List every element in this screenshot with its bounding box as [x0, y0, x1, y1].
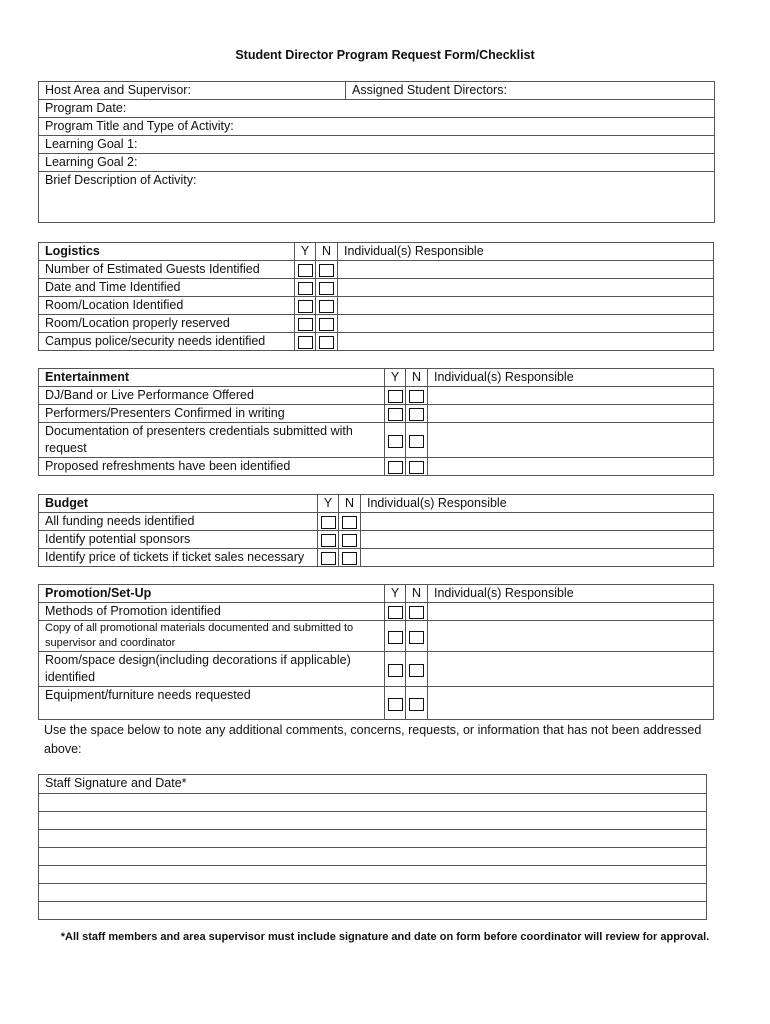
yes-checkbox[interactable]: [388, 631, 403, 644]
promotion-item: Copy of all promotional materials documented and submitted to supervisor and coordinator: [39, 621, 385, 652]
entertainment-heading: Entertainment: [39, 369, 385, 387]
no-checkbox[interactable]: [409, 606, 424, 619]
responsible-field[interactable]: [428, 458, 714, 476]
responsible-field[interactable]: [428, 603, 714, 621]
no-header: N: [339, 495, 361, 513]
responsible-field[interactable]: [338, 261, 714, 279]
signature-line[interactable]: [39, 848, 707, 866]
yes-checkbox[interactable]: [298, 336, 313, 349]
signature-line[interactable]: [39, 884, 707, 902]
promotion-item: Room/space design(including decorations if applicable) identified: [39, 652, 385, 687]
budget-item: All funding needs identified: [39, 513, 318, 531]
no-checkbox[interactable]: [409, 408, 424, 421]
footer-note: *All staff members and area supervisor must include signature and date on form before coordinator will review for approval.: [60, 931, 710, 943]
no-checkbox[interactable]: [409, 698, 424, 711]
program-info-table: [38, 81, 715, 223]
entertainment-item: Proposed refreshments have been identified: [39, 458, 385, 476]
yes-checkbox[interactable]: [388, 390, 403, 403]
entertainment-item: Documentation of presenters credentials submitted with request: [39, 423, 385, 458]
no-checkbox[interactable]: [342, 516, 357, 529]
responsible-field[interactable]: [338, 333, 714, 351]
learning-goal-1-field[interactable]: Learning Goal 1:: [39, 136, 715, 154]
yes-checkbox[interactable]: [298, 300, 313, 313]
responsible-field[interactable]: [428, 387, 714, 405]
logistics-table: [38, 242, 714, 351]
yes-checkbox[interactable]: [321, 534, 336, 547]
signature-line[interactable]: [39, 902, 707, 920]
yes-checkbox[interactable]: [388, 435, 403, 448]
signature-line[interactable]: [39, 812, 707, 830]
promotion-heading: Promotion/Set-Up: [39, 585, 385, 603]
responsible-field[interactable]: [428, 423, 714, 458]
no-checkbox[interactable]: [319, 264, 334, 277]
no-checkbox[interactable]: [319, 282, 334, 295]
no-checkbox[interactable]: [409, 664, 424, 677]
signature-line[interactable]: [39, 794, 707, 812]
form-title: Student Director Program Request Form/Checklist: [235, 48, 535, 62]
yes-header: Y: [385, 585, 406, 603]
host-area-field[interactable]: Host Area and Supervisor:: [39, 82, 346, 100]
learning-goal-2-field[interactable]: Learning Goal 2:: [39, 154, 715, 172]
responsible-field[interactable]: [338, 279, 714, 297]
logistics-item: Campus police/security needs identified: [39, 333, 295, 351]
no-checkbox[interactable]: [342, 552, 357, 565]
budget-item: Identify price of tickets if ticket sales necessary: [39, 549, 318, 567]
responsible-field[interactable]: [361, 549, 714, 567]
responsible-field[interactable]: [428, 621, 714, 652]
yes-checkbox[interactable]: [388, 461, 403, 474]
logistics-item: Room/Location Identified: [39, 297, 295, 315]
program-title-field[interactable]: Program Title and Type of Activity:: [39, 118, 715, 136]
promotion-item: Methods of Promotion identified: [39, 603, 385, 621]
signature-label: Staff Signature and Date*: [39, 775, 707, 794]
signature-line[interactable]: [39, 830, 707, 848]
no-checkbox[interactable]: [319, 336, 334, 349]
yes-checkbox[interactable]: [298, 282, 313, 295]
comments-note: Use the space below to note any additional comments, concerns, requests, or information that has not been addressed above:: [44, 723, 702, 756]
responsible-header: Individual(s) Responsible: [428, 585, 714, 603]
responsible-header: Individual(s) Responsible: [361, 495, 714, 513]
responsible-header: Individual(s) Responsible: [338, 243, 714, 261]
no-checkbox[interactable]: [409, 631, 424, 644]
no-checkbox[interactable]: [342, 534, 357, 547]
yes-header: Y: [295, 243, 316, 261]
logistics-item: Date and Time Identified: [39, 279, 295, 297]
yes-header: Y: [318, 495, 339, 513]
responsible-field[interactable]: [428, 405, 714, 423]
entertainment-item: Performers/Presenters Confirmed in writing: [39, 405, 385, 423]
promotion-item: Equipment/furniture needs requested: [39, 687, 385, 720]
no-header: N: [316, 243, 338, 261]
signature-table: [38, 774, 707, 920]
yes-checkbox[interactable]: [388, 606, 403, 619]
logistics-item: Room/Location properly reserved: [39, 315, 295, 333]
yes-header: Y: [385, 369, 406, 387]
entertainment-item: DJ/Band or Live Performance Offered: [39, 387, 385, 405]
budget-heading: Budget: [39, 495, 318, 513]
responsible-field[interactable]: [338, 297, 714, 315]
no-checkbox[interactable]: [409, 435, 424, 448]
yes-checkbox[interactable]: [321, 516, 336, 529]
entertainment-table: [38, 368, 714, 476]
logistics-item: Number of Estimated Guests Identified: [39, 261, 295, 279]
promotion-table: [38, 584, 714, 720]
responsible-field[interactable]: [338, 315, 714, 333]
logistics-heading: Logistics: [39, 243, 295, 261]
no-header: N: [406, 585, 428, 603]
yes-checkbox[interactable]: [388, 408, 403, 421]
description-field[interactable]: Brief Description of Activity:: [39, 172, 715, 223]
yes-checkbox[interactable]: [321, 552, 336, 565]
yes-checkbox[interactable]: [298, 318, 313, 331]
assigned-directors-field[interactable]: Assigned Student Directors:: [346, 82, 715, 100]
responsible-field[interactable]: [361, 531, 714, 549]
yes-checkbox[interactable]: [388, 698, 403, 711]
program-date-field[interactable]: Program Date:: [39, 100, 346, 118]
yes-checkbox[interactable]: [388, 664, 403, 677]
responsible-field[interactable]: [428, 687, 714, 720]
no-header: N: [406, 369, 428, 387]
no-checkbox[interactable]: [319, 300, 334, 313]
yes-checkbox[interactable]: [298, 264, 313, 277]
program-date-blank: [346, 100, 715, 118]
no-checkbox[interactable]: [319, 318, 334, 331]
responsible-header: Individual(s) Responsible: [428, 369, 714, 387]
no-checkbox[interactable]: [409, 461, 424, 474]
responsible-field[interactable]: [428, 652, 714, 687]
signature-line[interactable]: [39, 866, 707, 884]
no-checkbox[interactable]: [409, 390, 424, 403]
budget-item: Identify potential sponsors: [39, 531, 318, 549]
budget-table: [38, 494, 714, 567]
responsible-field[interactable]: [361, 513, 714, 531]
